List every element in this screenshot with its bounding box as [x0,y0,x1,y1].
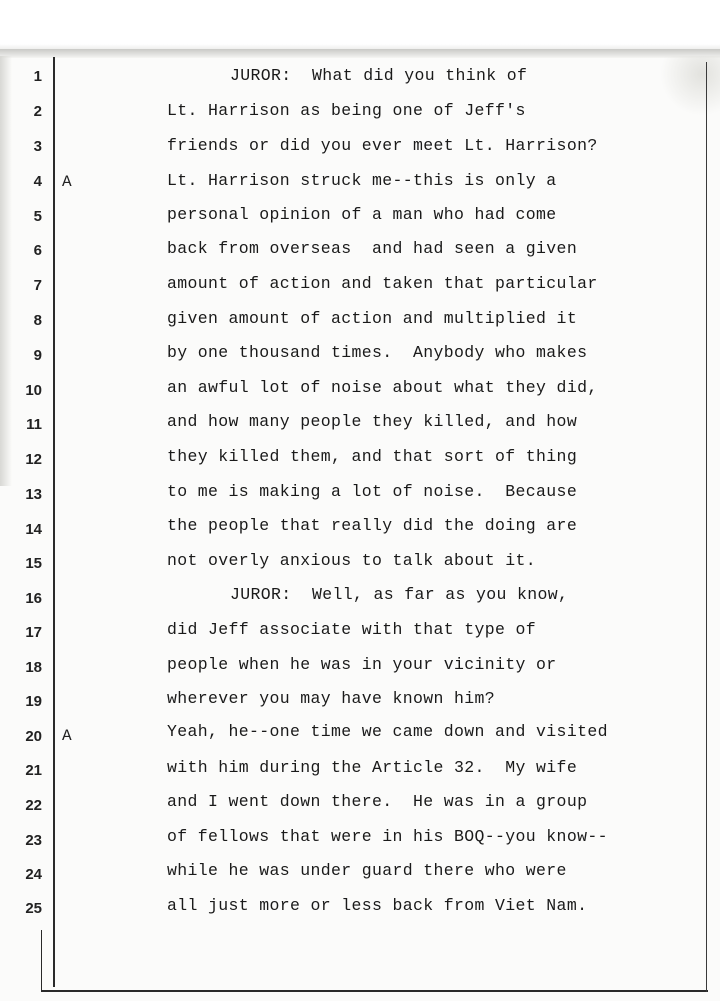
transcript-line: Lt. Harrison struck me--this is only a [167,171,557,190]
transcript-line: they killed them, and that sort of thing [167,447,578,466]
right-rule [706,62,707,992]
line-number: 12 [25,451,42,468]
line-number: 23 [25,832,42,849]
transcript-line: friends or did you ever meet Lt. Harrison? [167,136,598,155]
line-number: 17 [25,624,42,641]
line-number: 15 [25,555,42,572]
line-number: 21 [25,762,42,779]
line-number: 11 [26,416,42,433]
line-number: 14 [25,521,42,538]
transcript-line: JUROR: What did you think of [230,66,528,85]
transcript-line: the people that really did the doing are [167,516,578,535]
line-number: 2 [33,103,42,120]
transcript-line: an awful lot of noise about what they did, [167,378,598,397]
line-number: 3 [33,138,42,155]
line-number: 7 [33,277,42,294]
transcript-line: and how many people they killed, and how [167,412,578,431]
line-number: 6 [33,242,42,259]
transcript-line: to me is making a lot of noise. Because [167,482,578,501]
transcript-line: given amount of action and multiplied it [167,309,578,328]
transcript-line: all just more or less back from Viet Nam. [167,896,588,915]
line-number: 8 [33,312,42,329]
line-number: 4 [33,173,42,190]
transcript-line: amount of action and taken that particular [167,274,598,293]
page-top-edge [0,49,720,57]
line-number: 25 [25,900,42,917]
line-number: 16 [25,590,42,607]
speaker-mark-answer: A [62,173,72,191]
margin-rule [53,57,55,987]
bottom-rule [41,990,708,992]
transcript-line: and I went down there. He was in a group [167,792,588,811]
transcript-line: personal opinion of a man who had come [167,205,557,224]
transcript-line: by one thousand times. Anybody who makes [167,343,588,362]
line-number: 19 [25,693,42,710]
line-number: 5 [33,208,42,225]
transcript-line: while he was under guard there who were [167,861,567,880]
line-number: 10 [25,382,42,399]
transcript-line: back from overseas and had seen a given [167,239,578,258]
transcript-line: of fellows that were in his BOQ--you know-- [167,827,608,846]
line-number: 22 [25,797,42,814]
line-number: 18 [25,659,42,676]
scan-smudge-right [660,56,720,116]
line-number: 20 [25,728,42,745]
line-number: 13 [25,486,42,503]
line-number: 1 [33,68,42,85]
transcript-line: Yeah, he--one time we came down and visited [167,722,608,741]
transcript-line: not overly anxious to talk about it. [167,551,537,570]
line-number: 9 [33,347,42,364]
speaker-mark-answer: A [62,727,72,745]
line-number: 24 [25,866,42,883]
bottom-left-rule [41,930,42,992]
transcript-line: with him during the Article 32. My wife [167,758,578,777]
transcript-line: people when he was in your vicinity or [167,655,557,674]
transcript-line: Lt. Harrison as being one of Jeff's [167,101,526,120]
transcript-line: JUROR: Well, as far as you know, [230,585,569,604]
transcript-line: wherever you may have known him? [167,689,496,708]
transcript-line: did Jeff associate with that type of [167,620,537,639]
